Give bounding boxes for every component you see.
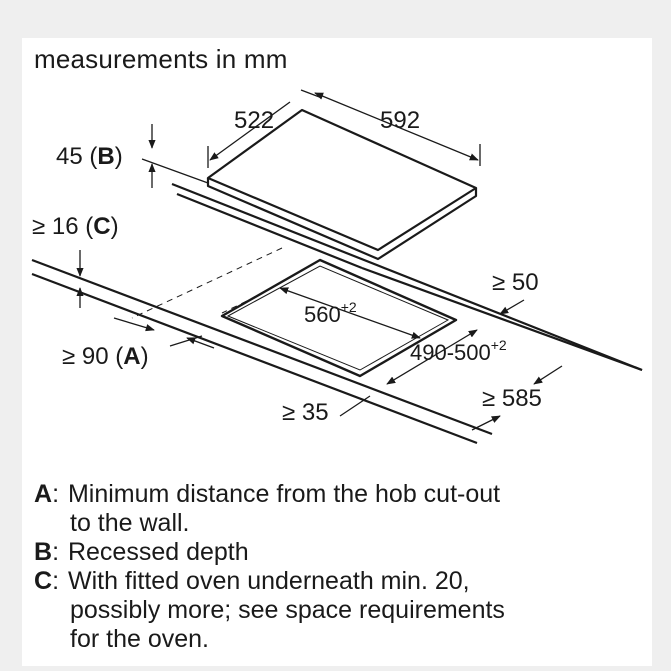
worktop-depth-arrow bbox=[534, 366, 562, 384]
legend-desc: With fitted oven underneath min. 20, bbox=[67, 567, 470, 595]
recess-label: 45 (B) bbox=[56, 143, 123, 170]
worktop-label: ≥ 16 (C) bbox=[32, 213, 119, 240]
wall-distance-guide bbox=[170, 336, 202, 346]
worktop-depth-label: ≥ 585 bbox=[482, 385, 542, 412]
legend-key: C bbox=[34, 567, 53, 595]
legend-desc-cont: possibly more; see space requirements bbox=[70, 596, 505, 624]
legend bbox=[34, 480, 644, 654]
side-min-arrow bbox=[500, 300, 524, 314]
side-min-label: ≥ 50 bbox=[492, 269, 539, 296]
wall-distance-arrow-left bbox=[114, 318, 154, 330]
diagram-card bbox=[22, 38, 652, 666]
hob-depth-label: 522 bbox=[234, 107, 275, 134]
hob-installation-diagram bbox=[22, 38, 652, 478]
cutout-width-label: $560^{+2}$ bbox=[304, 299, 357, 327]
legend-desc: Recessed depth bbox=[67, 538, 249, 566]
measurements-heading: measurements in mm bbox=[34, 44, 288, 74]
legend-item-b: B : Recessed depth bbox=[34, 538, 644, 567]
legend-item-c: C : With fitted oven underneath min. 20, bbox=[34, 567, 644, 596]
cutout-depth-label: $490-500^{+2}$ bbox=[410, 337, 507, 365]
wall-distance-label: ≥ 90 (A) bbox=[62, 343, 149, 370]
legend-desc-cont: to the wall. bbox=[70, 509, 190, 537]
legend-desc: Minimum distance from the hob cut-out bbox=[67, 480, 501, 508]
front-min-label: ≥ 35 bbox=[282, 399, 329, 426]
front-min-guide bbox=[340, 396, 370, 416]
hob-width-label: 592 bbox=[380, 107, 421, 134]
legend-key: A bbox=[34, 480, 53, 508]
legend-item-a: A : Minimum distance from the hob cut-out bbox=[34, 480, 644, 509]
worktop-depth-arrow-2 bbox=[472, 416, 500, 430]
legend-desc-cont: for the oven. bbox=[70, 625, 209, 653]
legend-key: B bbox=[34, 538, 53, 566]
